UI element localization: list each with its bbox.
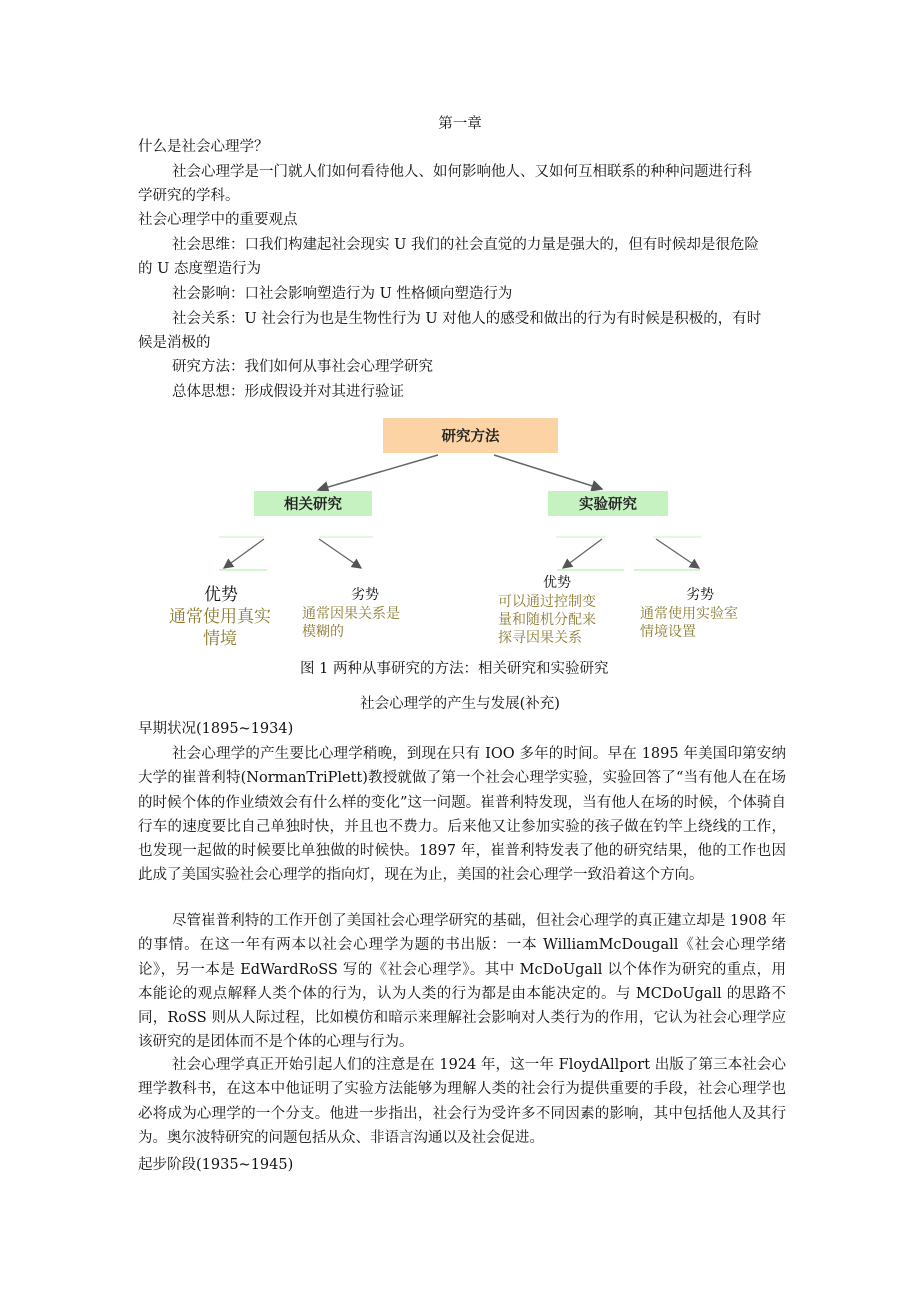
root-node-research-method: 研究方法	[383, 418, 558, 453]
corr-advantage-title: 优势	[204, 585, 238, 605]
section-title: 社会心理学的产生与发展(补充)	[360, 696, 560, 712]
exp-advantage-line: 可以通过控制变	[498, 594, 596, 610]
definition-line-1: 社会心理学是一门就人们如何看待他人、如何影响他人、又如何互相联系的种种问题进行科	[172, 164, 752, 180]
exp-disadvantage-line: 通常使用实验室	[640, 606, 738, 622]
paragraph-early-3: 社会心理学真正开始引起人们的注意是在 1924 年，这一年 FloydAllport 出版了第三本社会心理学教科书，在这本中他证明了实验方法能够为理解人类的社会行为提供重要的手段，社会心理学也必将成为心理学的一个分支。他进一步指出，社会行为受许多不同因素的影响，其中包括他人及其行为。奥尔波特研究的问题包括从众、非语言沟通以及社会促进。	[138, 1057, 786, 1146]
corr-disadvantage-line: 模糊的	[302, 624, 344, 640]
corr-advantage-text	[155, 606, 285, 650]
next-period-heading: 起步阶段(1935~1945)	[138, 1157, 294, 1173]
arrow-to-experimental	[494, 455, 602, 489]
view-thinking-line-1: 社会思维：口我们构建起社会现实 U 我们的社会直觉的力量是强大的，但有时候却是很危险	[172, 237, 759, 253]
exp-advantage-line: 量和随机分配来	[498, 612, 596, 628]
exp-disadvantage-text	[640, 605, 738, 641]
node-experimental-research: 实验研究	[548, 491, 668, 516]
view-relation-line-1: 社会关系：U 社会行为也是生物性行为 U 对他人的感受和做出的行为有时候是积极的，有时	[172, 311, 762, 327]
corr-advantage-line: 情境	[203, 629, 237, 649]
arrow-exp-advantage	[563, 539, 602, 568]
research-method-diagram	[0, 410, 920, 660]
exp-disadvantage-title: 劣势	[686, 587, 714, 603]
arrow-corr-disadvantage	[319, 539, 361, 568]
definition-line-2: 学研究的学科。	[138, 188, 240, 204]
node-correlational-research: 相关研究	[254, 491, 372, 516]
method-line: 研究方法：我们如何从事社会心理学研究	[172, 359, 433, 375]
arrow-exp-disadvantage	[656, 539, 699, 568]
arrow-corr-advantage	[224, 539, 264, 568]
chapter-title: 第一章	[438, 116, 482, 132]
exp-advantage-line: 探寻因果关系	[498, 630, 582, 646]
exp-advantage-text	[498, 593, 596, 647]
view-influence: 社会影响：口社会影响塑造行为 U 性格倾向塑造行为	[172, 286, 513, 302]
question-heading: 什么是社会心理学？	[138, 139, 269, 155]
corr-disadvantage-line: 通常因果关系是	[302, 606, 400, 622]
idea-line: 总体思想：形成假设并对其进行验证	[172, 384, 404, 400]
paragraph-early-1: 社会心理学的产生要比心理学稍晚，到现在只有 IOO 多年的时间。早在 1895 年美国印第安纳大学的崔普利特(NormanTriPlett)教授就做了第一个社会心理学实验，实验回答了“当有他人在在场的时候个体的作业绩效会有什么样的变化”这一问题。崔普利特发现，当有他人在场的时候，个体骑自行车的速度要比自己单独时快，并且也不费力。后来他又让参加实验的孩子做在钓竿上绕线的工作，也发现一起做的时候要比单独做的时候快。1897 年，崔普利特发表了他的研究结果，他的工作也因此成了美国实验社会心理学的指向灯，现在为止，美国的社会心理学一致沿着这个方向。	[138, 746, 786, 884]
exp-disadvantage-line: 情境设置	[640, 624, 696, 640]
paragraph-early-2: 尽管崔普利特的工作开创了美国社会心理学研究的基础，但社会心理学的真正建立却是 1908 年的事情。在这一年有两本以社会心理学为题的书出版：一本 WilliamMcDougall《社会心理学绪论》，另一本是 EdWardRoSS 写的《社会心理学》。其中 McDoUgall 以个体作为研究的重点，用本能论的观点解释人类个体的行为，认为人类的行为都是由本能决定的。与 MCDoUgall 的思路不同，RoSS 则从人际过程，比如模仿和暗示来理解社会影响对人类行为的作用，它认为社会心理学应该研究的是团体而不是个体的心理与行为。	[138, 913, 786, 1051]
corr-disadvantage-text	[302, 605, 400, 641]
early-period-heading: 早期状况(1895~1934)	[138, 721, 294, 737]
exp-advantage-title: 优势	[543, 575, 571, 591]
view-relation-line-2: 候是消极的	[138, 335, 211, 351]
corr-advantage-line: 通常使用真实	[169, 607, 271, 627]
corr-disadvantage-title: 劣势	[351, 587, 379, 603]
arrow-to-correlational	[318, 455, 438, 490]
figure-caption: 图 1 两种从事研究的方法：相关研究和实验研究	[300, 661, 609, 677]
view-thinking-line-2: 的 U 态度塑造行为	[138, 261, 261, 277]
views-heading: 社会心理学中的重要观点	[138, 212, 298, 228]
